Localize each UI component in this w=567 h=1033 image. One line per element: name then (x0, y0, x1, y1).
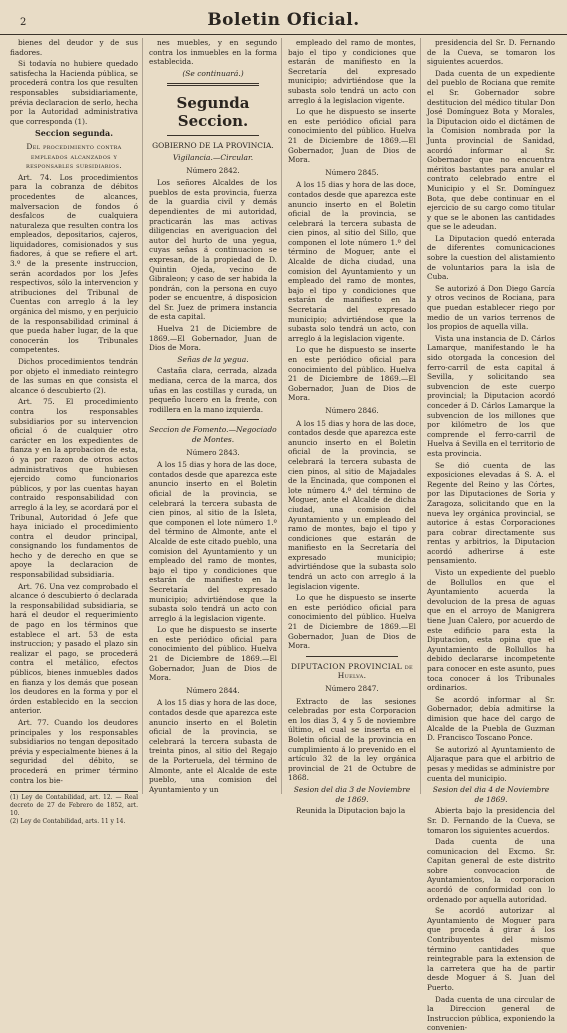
section-subheading: Del procedimiento contra empleados alcanzados y responsables subsidiarios. (26, 141, 122, 171)
session-heading: Sesion del dia 4 de Noviembre de 1869. (432, 785, 550, 804)
paragraph: Visto un expediente del pueblo de Bollullos en que el Ayuntamiento acuerda la devolucion de la presa de aguas que en el arroyo de Manigrera tiene Juan Calero, por acuerdo de este edificio para esta la Diputacion, esta opina que el Ayuntamiento de Bollullos ha debido declararse incompetente para conocer en este asunto, pues toca conocer á los Tribunales ordinarios. (427, 568, 555, 693)
continuation-note: (Se continuará.) (182, 68, 244, 78)
paragraph: Se acordó informar al Sr. Gobernador, debía admitirse la dimision que hace del cargo de Alcalde de la Puebla de Guzman D. Francisco Toscano Ponce. (427, 694, 555, 743)
subheading: Señas de la yegua. (177, 354, 249, 364)
paragraph: Art. 74. Los procedimientos para la cobranza de débitos procedentes de alcances, malversacion de fondos ó desfalcos de cualquiera naturaleza que resulten contra los empleados, depositarios, cajeros, liquidadores, comisionados y sus fiadores, á que se refiere el art. 3.º de la presente instruccion, serán acordados por los Jefes respectivos, sólo la intervencion y atribuciones del Tribunal de Cuentas con arreglo á la ley orgánica del mismo, y en perjuicio de la responsabilidad criminal á que pueda haber lugar, de la que conocerán los Tribunales competentes. (10, 172, 138, 355)
department-heading: DIPUTACION PROVINCIAL de Huelva. (290, 661, 413, 681)
paragraph: Extracto de las sesiones celebradas por esta Corporacion en los dias 3, 4 y 5 de noviembre último, el cual se inserta en el Boletin oficial de la provincia en cumplimiento á lo prevenido en el artículo 32 de la ley orgánica provincial de 21 de Octubre de 1868. (288, 696, 416, 783)
paragraph: La Diputacion quedó enterada de diferentes comunicaciones sobre la cuestion del alistamiento de voluntarios para la isla de Cuba. (427, 233, 555, 282)
paragraph: Si todavía no hubiere quedado satisfecha la Hacienda pública, se procederá contra los que resulten responsables subsidiariamente, prévia declaracion de serlo, hecha por la Autoridad administrativa que corresponda (1). (10, 59, 138, 126)
paragraph: Lo que he dispuesto se inserte en este periódico oficial para conocimiento del público. Huelva 21 de Diciembre de 1869.—El Gobernador, Juan de Dios de Mora. (288, 107, 416, 165)
paragraph: A los 15 dias y hora de las doce, contados desde que aparezca este anuncio inserto en el Boletin oficial de la provincia, se celebrará la tercera subasta de cien pinos, al sitio del Sillo, que componen el lote número 1.º del término de Moguer, ante el Alcalde de dicha ciudad, una comision del Ayuntamiento y un empleado del ramo de montes, bajo el tipo y condiciones que estarán de manifiesto en la Secretaría del expresado municipio; advirtiéndose que la subasta solo tendrá un acto, con arreglo á la legislacion vigente. (288, 180, 416, 343)
paragraph: Castaña clara, cerrada, alzada mediana, cerca de la marca, dos uñas en las costillas y curada, un pequeño lucero en la frente, con rodillera en la mano izquierda. (149, 366, 277, 414)
paragraph: presidencia del Sr. D. Fernando de la Cueva, se tomaron los siguientes acuerdos. (427, 38, 555, 67)
column-1 (10, 38, 143, 826)
paragraph: Dada cuenta de una circular de la Direccion general de Instruccion pública, exponiendo la convenien- (427, 994, 555, 1033)
newspaper-title: Boletin Oficial. (207, 10, 360, 30)
paragraph: nes muebles, y en segundo contra los inmuebles en la forma establecida. (149, 38, 277, 67)
session-heading: Sesion del dia 3 de Noviembre de 1869. (293, 784, 411, 804)
paragraph: Dada cuenta de un expediente del pueblo de Rociana que remite el Sr. Gobernador sobre destitucion del médico titular Don José Domínguez Bota y Morales, la Diputacion oido el dictámen de la Comision nombrada por la Junta provincial de Sanidad, acordó informar al Sr. Gobernador que no encuentra méritos bastantes para anular el contrato celebrado entre el Municipio y el Sr. Domínguez Bota, que debe continuar en el ejercicio de su cargo como titular y que se le abonen las cantidades que se le adeudan. (427, 68, 555, 232)
paragraph: Se acordó autorizar al Ayuntamiento de Moguer para que proceda á girar á los Contribuyentes del mismo término cantidades que reintegrable para la extension de la carretera que ha de partir desde Moguer á S. Juan del Puerto. (427, 906, 555, 992)
column-2 (149, 38, 282, 794)
divider (306, 656, 398, 657)
paragraph: Lo que he dispuesto se inserte en este periódico oficial para conocimiento del público. Huelva 21 de Diciembre de 1869.—El Gobernador, Juan de Dios de Mora. (288, 593, 416, 651)
paragraph: bienes del deudor y de sus fiadores. (10, 38, 138, 57)
column-3 (288, 38, 421, 816)
notice-number: Número 2842. (186, 165, 240, 175)
paragraph: A los 15 dias y hora de las doce, contados desde que aparezca este anuncio inserto en el Boletin oficial de la provincia, se celebrará la tercera subasta de treinta pinos, al sitio del Regajo de la Porteruela, del término de Almonte, ante el Alcalde de este pueblo, una comision del Ayuntamiento y un (149, 698, 277, 794)
paragraph: A los 15 dias y hora de las doce, contados desde que aparezca este anuncio inserto en el Boletin oficial de la provincia, se celebrará la tercera subasta de cien pinos, al sitio de Majadales de la Encinada, que componen el lote número 4.º del término de Moguer, ante el Alcalde de dicha ciudad, una comision del Ayuntamiento y un empleado del ramo de montes, bajo el tipo y condiciones que estarán de manifiesto en la Secretaría del expresado municipio; advirtiéndose que la subasta solo tendrá un acto con arreglo á la legislacion vigente. (288, 418, 416, 591)
notice-number: Número 2844. (186, 685, 240, 695)
paragraph: Lo que he dispuesto se inserte en este periódico oficial para conocimiento del público. Huelva 21 de Diciembre de 1869.—El Gobernador, Juan de Dios de Mora. (288, 345, 416, 403)
divider (167, 419, 259, 420)
masthead (0, 6, 567, 35)
paragraph: Los señores Alcaldes de los pueblos de esta provincia, fuerza de la guardia civil y demás dependientes de mi autoridad, practicarán las mas activas diligencias en averiguacion del autor del hurto de una yegua, cuyas señas á continuacion se expresan, de la propiedad de D. Quintin Ojeda, vecino de Gibraleon; y caso de ser habida la pondrán, con la persona en cuyo poder se encuentre, á disposicion del Sr. Juez de primera instancia de esta capital. (149, 178, 277, 322)
notice-number: Número 2843. (186, 447, 240, 457)
paragraph: Se autorizó á Don Diego García y otros vecinos de Rociana, para que puedan establecer riego por medio de un varios terrenos de los propios de aquella villa. (427, 283, 555, 332)
notice-number: Número 2847. (325, 684, 379, 693)
department-heading: Seccion de Fomento.—Negociado de Montes. (149, 425, 277, 444)
notice-number: Número 2845. (325, 167, 379, 177)
subheading: Vigilancia.—Circular. (172, 152, 254, 162)
divider (167, 135, 259, 136)
paragraph: Se dió cuenta de las exposiciones elevadas á S. A. el Regente del Reino y las Córtes, por las Diputaciones de Soria y Zaragoza, solicitando que en la nueva ley orgánica provincial, se autorice á estas Corporaciones para cobrar directamente sus rentas y arbitrios, la Diputacion acordó adherirse á este pensamiento. (427, 460, 555, 566)
paragraph: Dada cuenta de una comunicacion del Excmo. Sr. Capitan general de este distrito sobre convocacion de Ayuntamientos, la corporacion acordó de conformidad con lo ordenado por aquella autoridad. (427, 837, 555, 904)
paragraph: Lo que he dispuesto se inserte en este periódico oficial para conocimiento del público. Huelva 21 de Diciembre de 1869.—El Gobernador, Juan de Dios de Mora. (149, 625, 277, 683)
paragraph: A los 15 dias y hora de las doce, contados desde que aparezca este anuncio inserto en el Boletin oficial de la provincia, se celebrará la tercera subasta de cien pinos, al sitio de la Isleta, que componen el lote número 1.º del término de Almonte, ante el Alcalde de este citado pueblo, una comision del Ayuntamiento y un empleado del ramo de montes, bajo el tipo y condiciones que estarán de manifiesto en la Secretaría del expresado municipio; advirtiéndose que la subasta solo tendrá un acto con arreglo á la legislacion vigente. (149, 460, 277, 623)
paragraph: empleado del ramo de montes, bajo el tipo y condiciones que estarán de manifiesto en la Secretaría del expresado municipio; advirtiéndose que la subasta solo tendrá un acto con arreglo á la legislacion vigente. (288, 38, 416, 105)
paragraph: Reunida la Diputacion bajo la (296, 806, 406, 816)
paragraph: Art. 77. Cuando los deudores principales y los responsables subsidiarios no tengan depositado prévia y especialmente bienes á la seguridad del débito, se procederá en primer término contra los bie- (10, 717, 138, 785)
paragraph: Art. 76. Una vez comprobado el alcance ó descubierto ó declarada la responsabilidad subsidiaria, se hará el deudor el requerimiento de pago en los términos que establece el art. 53 de esta instruccion; y pasado el plazo sin realizar el pago, se procederá contra el metálico, efectos públicos, bienes inmuebles dados en fianza y los demás que posean los deudores en la forma y por el órden establecido en la seccion anterior. (10, 581, 138, 716)
paragraph: Abierta bajo la presidencia del Sr. D. Fernando de la Cueva, se tomaron los siguientes acuerdos. (427, 806, 555, 835)
page-number: 2 (20, 17, 27, 28)
paragraph: Dichos procedimientos tendrán por objeto el inmediato reintegro de las sumas en que consista el alcance ó descubierto (2). (10, 357, 138, 395)
columns (10, 38, 559, 1033)
footnote: (2) Ley de Contabilidad, arts. 11 y 14. (10, 818, 126, 826)
paragraph: Se autorizó al Ayuntamiento de Aljaraque para que el arbitrio de pesas y medidas se administre por cuenta del municipio. (427, 744, 555, 783)
notice-number: Número 2846. (325, 405, 379, 415)
divider (167, 83, 259, 86)
footnotes (10, 791, 138, 826)
paragraph: Huelva 21 de Diciembre de 1869.—El Gobernador, Juan de Dios de Mora. (149, 324, 277, 353)
footnote: (1) Ley de Contabilidad, art. 12. — Real decreto de 27 de Febrero de 1852, art. 10. (10, 794, 138, 818)
section-title: Segunda Seccion. (176, 94, 250, 131)
section-heading: Seccion segunda. (35, 128, 113, 139)
paragraph: Vista una instancia de D. Cárlos Lamarque, manifestando le ha sido otorgada la concesion del ferro-carril de esta capital á Sevilla, y solicitando sea subvencion de este cuerpo provincial; la Diputacion acordó conceder á D. Cárlos Lamarque la subvencion de los millones que por kilómetro de los que comprende el ferro-carril de Huelva á Sevilla en el territorio de esta provincia. (427, 333, 556, 458)
column-4 (427, 38, 559, 1033)
paragraph: Art. 75. El procedimiento contra los responsables subsidiarios por su intervencion oficial ó de cualquier otro carácter en los expedientes de fianza y en la aprobacion de esta, ó ya por razon de otros actos administrativos que hubiesen ejercido como funcionarios públicos, y por las cuentas hayan contraido responsabilidad con arreglo á la ley, se acordará por el Tribunal, Autoridad ó Jefe que haya iniciado el procedimiento contra el deudor principal, consignando los fundamentos de hecho y de derecho en que se apoye la declaracion de responsabilidad subsidiaria. (10, 397, 138, 580)
department-heading: GOBIERNO DE LA PROVINCIA. (152, 141, 274, 151)
